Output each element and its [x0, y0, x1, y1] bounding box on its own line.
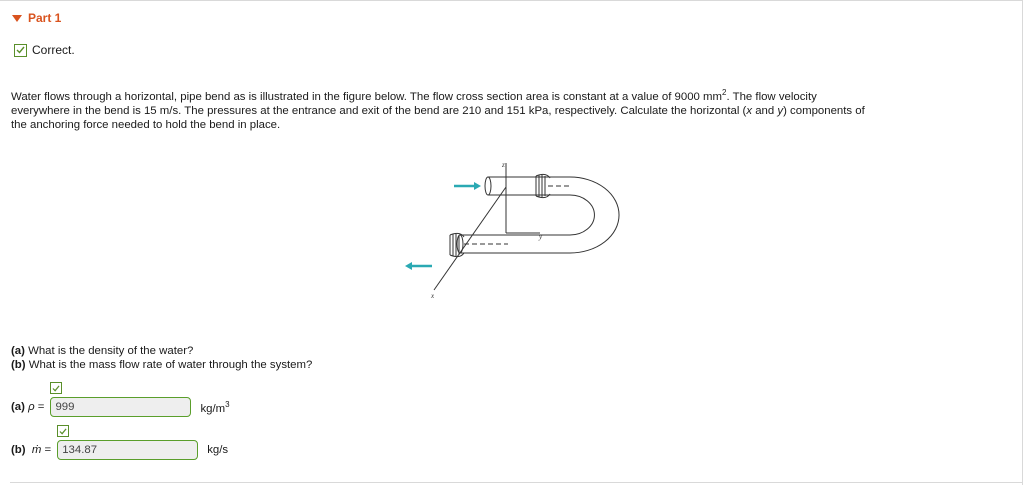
answer-eq: = — [34, 401, 45, 413]
unit-label-b: kg/s — [207, 444, 229, 456]
answer-tag: (b) — [11, 444, 26, 456]
part-header[interactable] — [12, 11, 61, 25]
axis-label-x: x — [431, 292, 435, 300]
unit-text: kg/m — [200, 402, 226, 415]
axis-label-y: y — [539, 233, 543, 241]
problem-text: . The flow velocity — [726, 91, 817, 103]
problem-statement — [11, 90, 1011, 132]
answer-label-b — [11, 444, 51, 456]
answer-row-b — [11, 440, 228, 460]
answer-row-a — [11, 397, 230, 417]
answer-symbol: ρ — [28, 401, 35, 413]
answer-eq: = — [41, 444, 52, 456]
mass-flow-input[interactable] — [57, 440, 198, 460]
collapse-triangle-icon[interactable] — [12, 15, 22, 22]
answer-symbol: ṁ — [31, 444, 42, 456]
unit-sup: 3 — [225, 399, 230, 409]
problem-text: Water flows through a horizontal, pipe bend as is illustrated in the figure below. The flow cross section area is constant at a value of 9000 mm — [11, 91, 723, 103]
problem-text: and — [752, 105, 778, 117]
status-correct — [14, 43, 75, 57]
problem-text: the anchoring force needed to hold the bend in place. — [11, 119, 281, 131]
pipe-inner — [460, 195, 594, 235]
question-tag: (b) — [11, 359, 26, 371]
checkmark-icon — [50, 382, 62, 394]
density-input[interactable] — [50, 397, 191, 417]
pipe-bend-diagram — [400, 155, 630, 305]
problem-text: y — [777, 105, 784, 117]
axis-label-z: z — [502, 161, 505, 169]
problem-text: ) components of — [783, 105, 865, 117]
checkmark-icon — [57, 425, 69, 437]
part-title: Part 1 — [28, 11, 62, 25]
questions — [11, 344, 312, 372]
answer-wrap-a — [50, 397, 191, 417]
problem-text: x — [746, 105, 753, 117]
pipe-outer — [460, 177, 619, 253]
question-text: What is the mass flow rate of water through the system? — [25, 359, 313, 371]
problem-text: everywhere in the bend is 15 m/s. The pressures at the entrance and exit of the bend are 210 and 151 kPa, respectively. Calculate the horizontal ( — [11, 105, 747, 117]
answer-tag: (a) — [11, 401, 25, 413]
problem-text: 2 — [722, 88, 727, 98]
question-text: What is the density of the water? — [24, 345, 194, 357]
x-axis-line — [434, 187, 506, 290]
divider — [10, 482, 1022, 483]
question-tag: (a) — [11, 345, 25, 357]
flow-arrow-out-icon — [405, 262, 432, 270]
pipe-bend-figure — [400, 155, 630, 310]
checkmark-icon — [14, 44, 27, 57]
answer-label-a — [11, 401, 44, 413]
status-text: Correct. — [32, 43, 75, 57]
flow-arrow-in-icon — [454, 182, 481, 190]
answer-wrap-b — [57, 440, 198, 460]
unit-label-a — [200, 400, 229, 415]
